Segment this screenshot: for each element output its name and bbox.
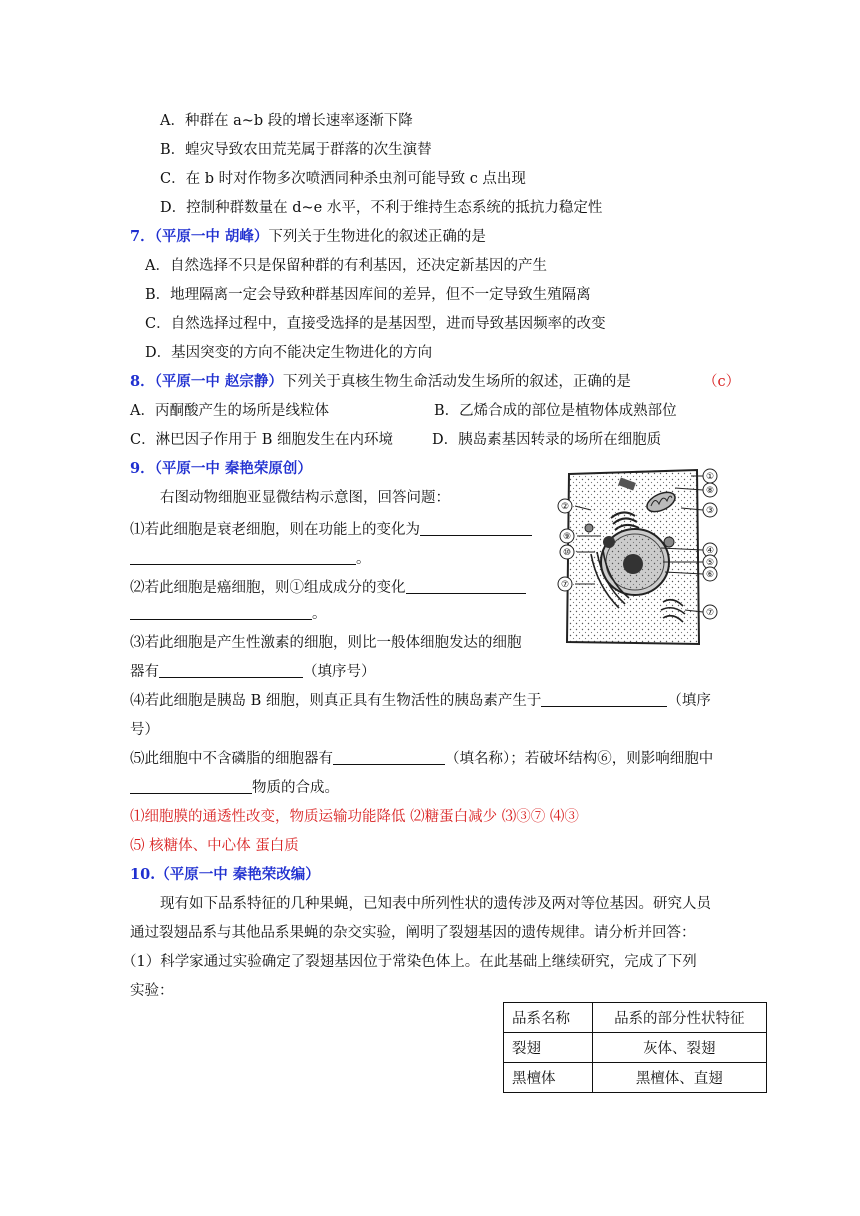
q8-answer: （c）: [703, 374, 741, 390]
label-6: ⑥: [705, 570, 715, 580]
q7-option-b: B．地理隔离一定会导致种群基因库间的差异，但不一定导致生殖隔离: [145, 287, 591, 303]
q8-heading: [130, 372, 631, 392]
q9-part2-blank-a[interactable]: [406, 578, 526, 594]
q8-number: 8．: [130, 373, 155, 390]
label-8: ⑧: [705, 486, 715, 496]
q9-part4-tail: （填序: [667, 693, 711, 709]
table-header: 品系名称: [504, 1003, 593, 1033]
q9-part5-text: ⑸此细胞中不含磷脂的细胞器有: [130, 751, 333, 767]
q9-heading: [130, 459, 312, 479]
q9-part4: [130, 691, 711, 711]
q9-part1-text: ⑴若此细胞是衰老细胞，则在功能上的变化为: [130, 522, 420, 538]
q9-part3a: ⑶若此细胞是产生性激素的细胞，则比一般体细胞发达的细胞: [130, 635, 522, 651]
q9-part2-end: 。: [312, 606, 327, 622]
q8-option-a: A．丙酮酸产生的场所是线粒体: [130, 403, 329, 419]
table-cell: 灰体、裂翅: [592, 1033, 766, 1063]
cell-diagram-svg: [551, 466, 730, 648]
table-row: [504, 1063, 767, 1093]
q9-part1-blank-b[interactable]: [130, 549, 356, 565]
q9-answer-line2: ⑸ 核糖体、中心体 蛋白质: [130, 838, 299, 854]
q9-part5-mid: （填名称）；若破坏结构⑥，则影响细胞中: [445, 751, 714, 767]
label-4: ④: [705, 546, 715, 556]
nucleolus: [623, 554, 643, 574]
label-3: ③: [705, 506, 715, 516]
q9-part1: [130, 520, 532, 540]
table-row: [504, 1033, 767, 1063]
q9-part3b: [130, 662, 376, 682]
q9-number: 9．: [130, 460, 155, 477]
q7-heading: [130, 227, 486, 247]
q10-para2a: （1）科学家通过实验确定了裂翅基因位于常染色体上。在此基础上继续研究，完成了下列: [122, 954, 697, 970]
q8-stem: 下列关于真核生物生命活动发生场所的叙述，正确的是: [282, 374, 631, 390]
label-2: ②: [560, 502, 570, 512]
q10-para2b: 实验：: [130, 983, 174, 999]
q9-part2-text: ⑵若此细胞是癌细胞，则①组成成分的变化: [130, 580, 406, 596]
strain-traits-table: [503, 1002, 767, 1093]
label-5: ⑤: [705, 558, 715, 568]
q6-option-d: D．控制种群数量在 d~e 水平，不利于维持生态系统的抵抗力稳定性: [160, 200, 603, 216]
q8-option-c: C．淋巴因子作用于 B 细胞发生在内环境: [130, 432, 393, 448]
label-1: ①: [705, 472, 715, 482]
q6-option-c: C．在 b 时对作物多次喷洒同种杀虫剂可能导致 c 点出现: [160, 171, 526, 187]
table-header-row: [504, 1003, 767, 1033]
q6-option-b: B．蝗灾导致农田荒芜属于群落的次生演替: [160, 142, 432, 158]
q10-para1a: 现有如下品系特征的几种果蝇，已知表中所列性状的遗传涉及两对等位基因。研究人员: [160, 896, 711, 912]
q9-part1-end: 。: [356, 551, 371, 567]
q8-option-d: D．胰岛素基因转录的场所在细胞质: [432, 432, 662, 448]
q7-source: （平原一中 胡峰）: [154, 228, 269, 245]
q9-source: （平原一中 秦艳荣原创）: [154, 460, 312, 477]
q9-part5-end: 物质的合成。: [252, 780, 339, 796]
centrosome: [603, 536, 615, 548]
table-header: 品系的部分性状特征: [592, 1003, 766, 1033]
q9-answer-line1: ⑴细胞膜的通透性改变，物质运输功能降低 ⑵糖蛋白减少 ⑶③⑦ ⑷③: [130, 809, 579, 825]
q10-title: 10.（平原一中 秦艳荣改编）: [130, 866, 320, 883]
q9-part2: [130, 578, 526, 598]
q9-part2-cont: [130, 604, 327, 624]
q8-option-b: B．乙烯合成的部位是植物体成熟部位: [434, 403, 677, 419]
table-cell: 黑檀体、直翅: [592, 1063, 766, 1093]
q9-part3-blank[interactable]: [159, 662, 303, 678]
q7-number: 7．: [130, 228, 155, 245]
q6-option-a: A．种群在 a~b 段的增长速率逐渐下降: [160, 113, 413, 129]
q10-para1b: 通过裂翅品系与其他品系果蝇的杂交实验，阐明了裂翅基因的遗传规律。请分析并回答：: [130, 925, 696, 941]
label-7-left: ⑦: [560, 580, 570, 590]
q9-part1-cont: [130, 549, 371, 569]
q9-part1-blank-a[interactable]: [420, 520, 532, 536]
q9-intro: 右图动物细胞亚显微结构示意图，回答问题：: [160, 490, 450, 506]
q9-part2-blank-b[interactable]: [130, 604, 312, 620]
q8-source: （平原一中 赵宗静）: [154, 373, 283, 390]
q9-part4-text: ⑷若此细胞是胰岛 B 细胞，则真正具有生物活性的胰岛素产生于: [130, 693, 542, 709]
q9-part4-blank[interactable]: [541, 691, 667, 707]
q9-part5-blank-a[interactable]: [333, 749, 445, 765]
q9-part5-cont: [130, 778, 339, 798]
q7-option-d: D．基因突变的方向不能决定生物进化的方向: [145, 345, 433, 361]
q9-part5: [130, 749, 713, 769]
q9-part3b-text: 器有: [130, 664, 159, 680]
table-cell: 黑檀体: [504, 1063, 593, 1093]
q7-option-a: A．自然选择不只是保留种群的有利基因，还决定新基因的产生: [145, 258, 547, 274]
q9-part5-blank-b[interactable]: [130, 778, 252, 794]
animal-cell-diagram: [551, 466, 730, 648]
label-7-right: ⑦: [705, 608, 715, 618]
label-9: ⑨: [562, 532, 572, 542]
table-cell: 裂翅: [504, 1033, 593, 1063]
q7-option-c: C．自然选择过程中，直接受选择的是基因型，进而导致基因频率的改变: [145, 316, 606, 332]
q9-part3-tail: （填序号）: [303, 664, 376, 680]
label-10: ⑩: [562, 548, 572, 558]
q7-stem: 下列关于生物进化的叙述正确的是: [268, 229, 486, 245]
q9-part4b: 号）: [130, 722, 159, 738]
